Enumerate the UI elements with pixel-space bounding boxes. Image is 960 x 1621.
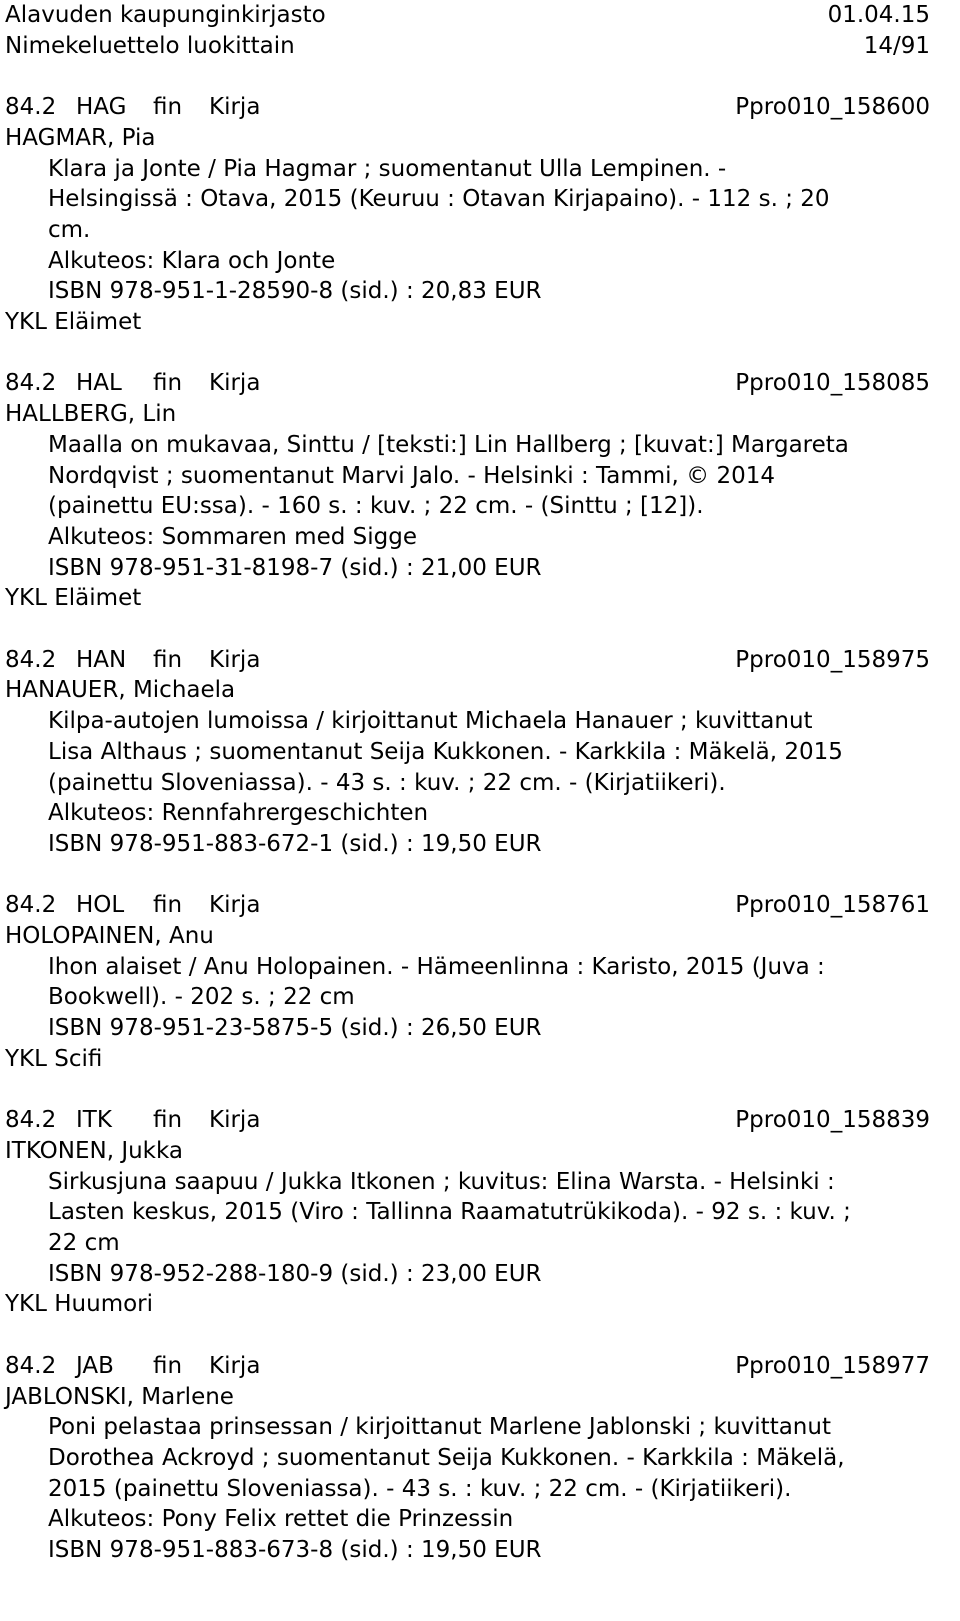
entry-description-line: Sirkusjuna saapuu / Jukka Itkonen ; kuvitus: Elina Warsta. - Helsinki : <box>48 1168 835 1195</box>
class-number: 84.2 <box>5 94 57 121</box>
page-header-row-1 <box>5 0 930 31</box>
entry-description-line: Poni pelastaa prinsessan / kirjoittanut Marlene Jablonski ; kuvittanut <box>48 1414 831 1441</box>
material-type: Kirja <box>209 892 261 919</box>
catalog-entry <box>5 890 930 1074</box>
page-header-row-2 <box>5 31 930 62</box>
entry-description-line: 2015 (painettu Sloveniassa). - 43 s. : kuv. ; 22 cm. - (Kirjatiikeri). <box>48 1475 792 1502</box>
entry-description-line: Bookwell). - 202 s. ; 22 cm <box>48 984 355 1011</box>
class-number: 84.2 <box>5 892 57 919</box>
entry-description-line: Alkuteos: Pony Felix rettet die Prinzessin <box>48 1506 514 1533</box>
entry-description-line: Helsingissä : Otava, 2015 (Keuruu : Otavan Kirjapaino). - 112 s. ; 20 <box>48 186 830 213</box>
entry-list <box>5 92 930 1566</box>
language-code: fin <box>153 1107 183 1134</box>
entry-description-line: ISBN 978-951-31-8198-7 (sid.) : 21,00 EUR <box>48 554 542 581</box>
entry-header <box>5 1351 930 1382</box>
entry-classification <box>5 368 260 399</box>
entry-description-line: ISBN 978-951-23-5875-5 (sid.) : 26,50 EUR <box>48 1015 542 1042</box>
report-date: 01.04.15 <box>827 2 930 28</box>
catalog-page <box>5 0 930 1566</box>
language-code: fin <box>153 370 183 397</box>
entry-description-line: Nordqvist ; suomentanut Marvi Jalo. - Helsinki : Tammi, © 2014 <box>48 462 776 489</box>
entry-author: JABLONSKI, Marlene <box>5 1383 234 1410</box>
language-code: fin <box>153 1352 183 1379</box>
material-type: Kirja <box>209 1352 261 1379</box>
record-id: Ppro010_158975 <box>735 646 930 673</box>
page-number: 14/91 <box>863 32 930 59</box>
entry-description-line: ISBN 978-951-883-673-8 (sid.) : 19,50 EUR <box>48 1537 542 1564</box>
entry-description-line: (painettu Sloveniassa). - 43 s. : kuv. ; 22 cm. - (Kirjatiikeri). <box>48 769 726 796</box>
shelf-code: HAN <box>76 646 127 673</box>
record-id: Ppro010_158977 <box>735 1352 930 1379</box>
entry-author: HOLOPAINEN, Anu <box>5 923 214 950</box>
entry-header <box>5 1105 930 1136</box>
entry-author: HAGMAR, Pia <box>5 124 156 151</box>
entry-description-line: ISBN 978-952-288-180-9 (sid.) : 23,00 EUR <box>48 1260 542 1287</box>
entry-subject: YKL Huumori <box>5 1291 154 1318</box>
entry-description-line: Alkuteos: Rennfahrergeschichten <box>48 800 429 827</box>
entry-description-line: (painettu EU:ssa). - 160 s. : kuv. ; 22 cm. - (Sinttu ; [12]). <box>48 493 704 520</box>
catalog-entry <box>5 1105 930 1320</box>
entry-header <box>5 890 930 921</box>
entry-classification <box>5 1351 260 1382</box>
entry-classification <box>5 890 260 921</box>
record-id: Ppro010_158600 <box>735 94 930 121</box>
catalog-entry <box>5 92 930 338</box>
entry-subject: YKL Eläimet <box>5 309 142 336</box>
entry-author: HANAUER, Michaela <box>5 677 236 704</box>
entry-classification <box>5 645 260 676</box>
report-title: Nimekeluettelo luokittain <box>5 32 295 59</box>
entry-classification <box>5 1105 260 1136</box>
entry-description-line: Alkuteos: Klara och Jonte <box>48 247 336 274</box>
entry-description-line: Alkuteos: Sommaren med Sigge <box>48 523 417 550</box>
shelf-code: ITK <box>76 1107 112 1134</box>
entry-description-line: Ihon alaiset / Anu Holopainen. - Hämeenlinna : Karisto, 2015 (Juva : <box>48 953 825 980</box>
entry-classification <box>5 92 260 123</box>
entry-description-line: Kilpa-autojen lumoissa / kirjoittanut Michaela Hanauer ; kuvittanut <box>48 708 813 735</box>
language-code: fin <box>153 94 183 121</box>
entry-header <box>5 92 930 123</box>
record-id: Ppro010_158839 <box>735 1107 930 1134</box>
entry-description-line: Klara ja Jonte / Pia Hagmar ; suomentanut Ulla Lempinen. - <box>48 155 727 182</box>
class-number: 84.2 <box>5 1107 57 1134</box>
class-number: 84.2 <box>5 370 57 397</box>
entry-description-line: Lisa Althaus ; suomentanut Seija Kukkonen. - Karkkila : Mäkelä, 2015 <box>48 738 843 765</box>
entry-subject: YKL Eläimet <box>5 585 142 612</box>
entry-description-line: cm. <box>48 216 91 243</box>
library-name: Alavuden kaupunginkirjasto <box>5 2 326 28</box>
material-type: Kirja <box>209 646 261 673</box>
record-id: Ppro010_158085 <box>735 370 930 397</box>
catalog-entry <box>5 368 930 614</box>
catalog-entry <box>5 1351 930 1566</box>
entry-description-line: Lasten keskus, 2015 (Viro : Tallinna Raamatutrükikoda). - 92 s. : kuv. ; <box>48 1199 851 1226</box>
material-type: Kirja <box>209 370 261 397</box>
shelf-code: HAG <box>76 94 127 121</box>
entry-description-line: ISBN 978-951-883-672-1 (sid.) : 19,50 EUR <box>48 830 542 857</box>
catalog-entry <box>5 645 930 860</box>
language-code: fin <box>153 892 183 919</box>
material-type: Kirja <box>209 94 261 121</box>
shelf-code: HOL <box>76 892 125 919</box>
entry-description-line: ISBN 978-951-1-28590-8 (sid.) : 20,83 EUR <box>48 278 542 305</box>
entry-header <box>5 368 930 399</box>
shelf-code: JAB <box>76 1352 114 1379</box>
entry-header <box>5 645 930 676</box>
entry-author: ITKONEN, Jukka <box>5 1137 184 1164</box>
shelf-code: HAL <box>76 370 122 397</box>
language-code: fin <box>153 646 183 673</box>
entry-description-line: Maalla on mukavaa, Sinttu / [teksti:] Lin Hallberg ; [kuvat:] Margareta <box>48 431 849 458</box>
entry-author: HALLBERG, Lin <box>5 401 177 428</box>
entry-description-line: 22 cm <box>48 1230 120 1257</box>
record-id: Ppro010_158761 <box>735 892 930 919</box>
entry-description-line: Dorothea Ackroyd ; suomentanut Seija Kukkonen. - Karkkila : Mäkelä, <box>48 1444 845 1471</box>
class-number: 84.2 <box>5 646 57 673</box>
entry-subject: YKL Scifi <box>5 1045 103 1072</box>
class-number: 84.2 <box>5 1352 57 1379</box>
material-type: Kirja <box>209 1107 261 1134</box>
